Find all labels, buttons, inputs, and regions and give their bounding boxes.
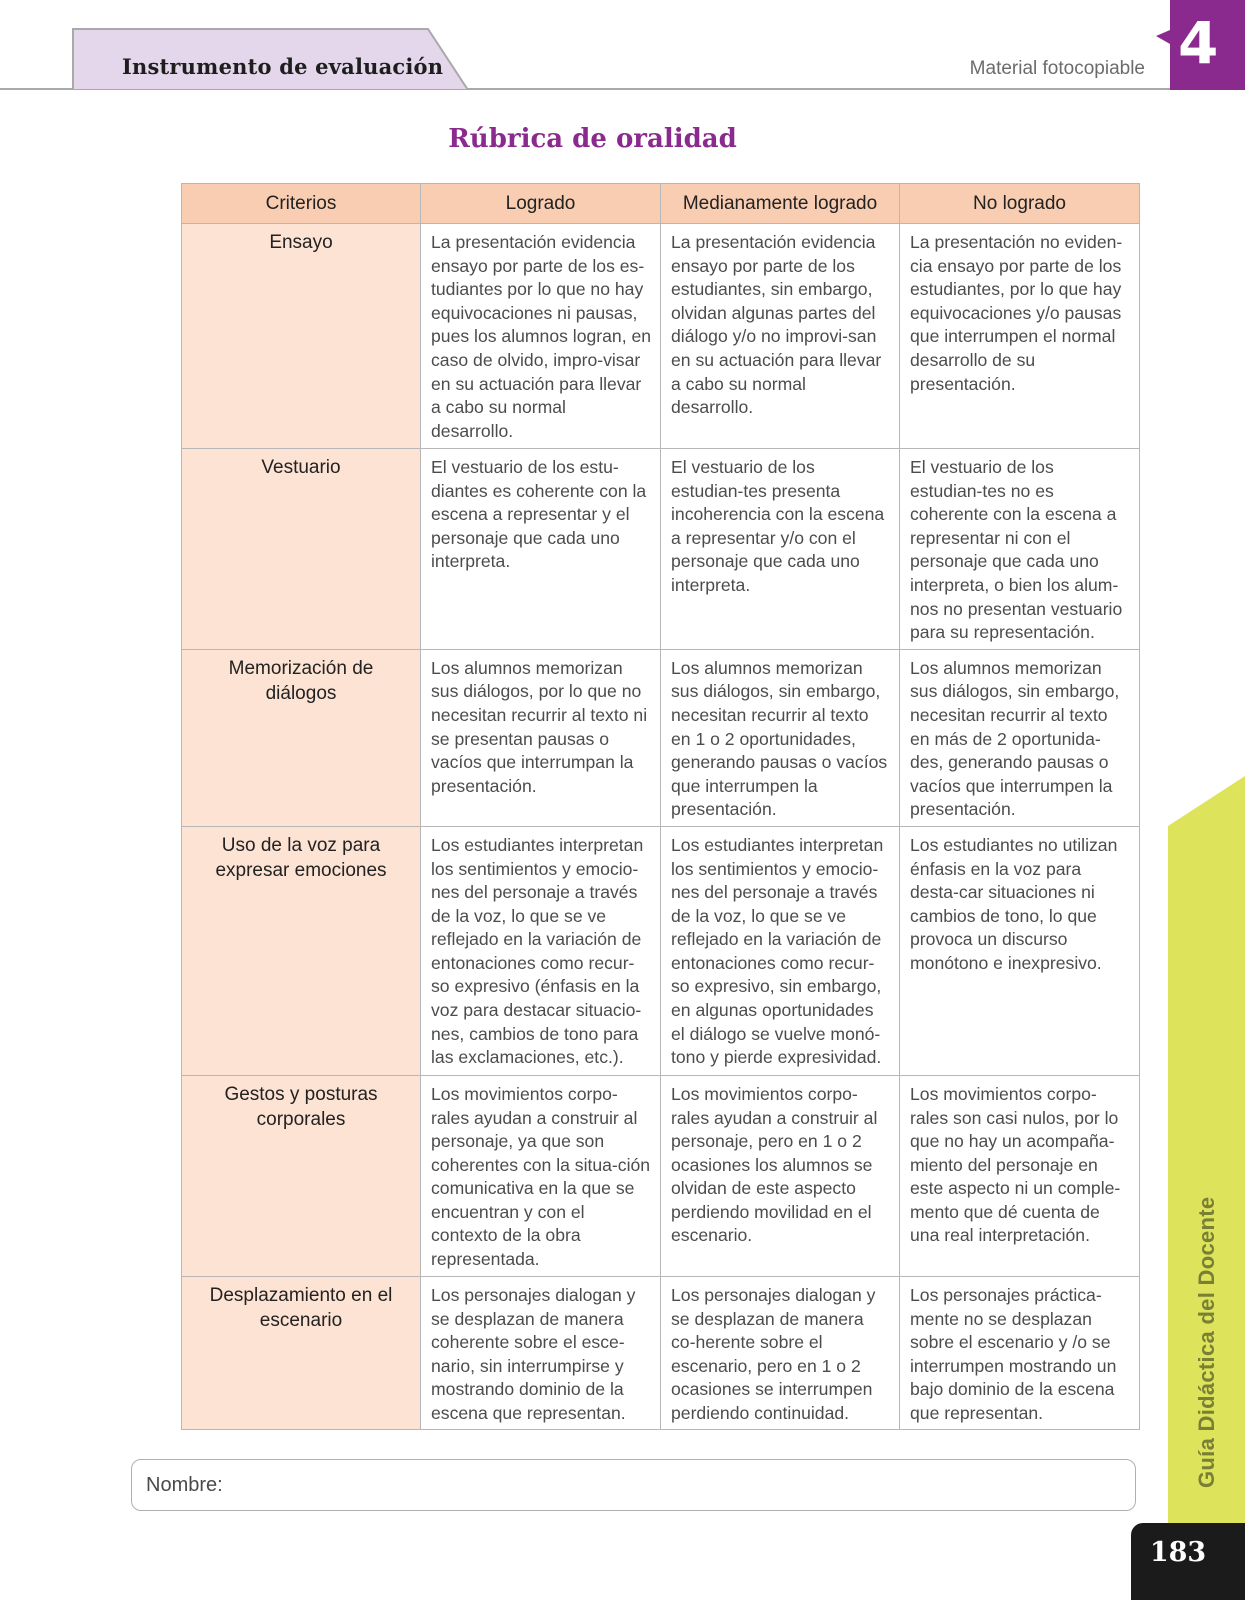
header-medianamente-logrado: Medianamente logrado — [661, 184, 900, 224]
name-label: Nombre: — [146, 1474, 223, 1496]
logrado-cell: Los estudiantes interpretan los sentimientos y emocio-nes del personaje a través de la voz, lo que se ve reflejado en la variación de entonaciones como recur-so expresivo (énfasis en la voz para destacar situacio-nes, cambios de tono para las exclamaciones, etc.). — [421, 826, 661, 1075]
table-row — [182, 1075, 1140, 1276]
photocopiable-label: Material fotocopiable — [969, 58, 1145, 79]
table-row — [182, 449, 1140, 650]
table-row — [182, 224, 1140, 449]
logrado-cell: El vestuario de los estu-diantes es coherente con la escena a representar y el personaje que cada uno interpreta. — [421, 449, 661, 650]
table-row — [182, 826, 1140, 1075]
table-row — [182, 1276, 1140, 1430]
medianamente-cell: Los personajes dialogan y se desplazan de manera co-herente sobre el escenario, pero en 1 o 2 ocasiones se interrumpen perdiendo continuidad. — [661, 1276, 900, 1430]
medianamente-cell: El vestuario de los estudian-tes presenta incoherencia con la escena a representar y/o con el personaje que cada uno interpreta. — [661, 449, 900, 650]
logrado-cell: Los movimientos corpo-rales ayudan a construir al personaje, ya que son coherentes con la situa-ción comunicativa en la que se encuentran y con el contexto de la obra representada. — [421, 1075, 661, 1276]
header-logrado: Logrado — [421, 184, 661, 224]
medianamente-cell: Los estudiantes interpretan los sentimientos y emocio-nes del personaje a través de la voz, lo que se ve reflejado en la variación de entonaciones como recur-so expresivo, sin embargo, en algunas oportunidades el diálogo se vuelve monó-tono y pierde expresividad. — [661, 826, 900, 1075]
logrado-cell: La presentación evidencia ensayo por parte de los es-tudiantes por lo que no hay equivocaciones ni pausas, pues los alumnos logran, en caso de olvido, impro-visar en su actuación para llevar a cabo su normal desarrollo. — [421, 224, 661, 449]
no-logrado-cell: Los personajes práctica-mente no se desplazan sobre el escenario y /o se interrumpen mostrando un bajo dominio de la escena que representan. — [900, 1276, 1140, 1430]
table-header-row — [182, 184, 1140, 224]
table-row — [182, 649, 1140, 826]
page-number-box — [1131, 1523, 1245, 1600]
side-label: Guía Didáctica del Docente — [1194, 1196, 1219, 1488]
page-title: Rúbrica de oralidad — [448, 124, 737, 154]
no-logrado-cell: El vestuario de los estudian-tes no es coherente con la escena a representar ni con el personaje que cada uno interpreta, o bien los alum-nos no presentan vestuario para su representación. — [900, 449, 1140, 650]
criterion-cell: Vestuario — [182, 449, 421, 650]
no-logrado-cell: Los alumnos memorizan sus diálogos, sin embargo, necesitan recurrir al texto en más de 2 oportunida-des, generando pausas o vacíos que interrumpen la presentación. — [900, 649, 1140, 826]
header-no-logrado: No logrado — [900, 184, 1140, 224]
chapter-number: 4 — [1178, 9, 1219, 77]
name-field[interactable] — [131, 1459, 1136, 1511]
no-logrado-cell: Los movimientos corpo-rales son casi nulos, por lo que no hay un acompaña-miento del personaje en este aspecto ni un comple-mento que dé cuenta de una real interpretación. — [900, 1075, 1140, 1276]
logrado-cell: Los personajes dialogan y se desplazan de manera coherente sobre el esce-nario, sin interrumpirse y mostrando dominio de la escena que representan. — [421, 1276, 661, 1430]
logrado-cell: Los alumnos memorizan sus diálogos, por lo que no necesitan recurrir al texto ni se presentan pausas o vacíos que interrumpan la presentación. — [421, 649, 661, 826]
section-title: Instrumento de evaluación — [122, 54, 444, 79]
header-tab — [72, 28, 472, 90]
no-logrado-cell: Los estudiantes no utilizan énfasis en la voz para desta-car situaciones ni cambios de tono, lo que provoca un discurso monótono e inexpresivo. — [900, 826, 1140, 1075]
criterion-cell: Desplazamiento en el escenario — [182, 1276, 421, 1430]
no-logrado-cell: La presentación no eviden-cia ensayo por parte de los estudiantes, por lo que hay equivocaciones y/o pausas que interrumpen el normal desarrollo de su presentación. — [900, 224, 1140, 449]
criterion-cell: Ensayo — [182, 224, 421, 449]
rubric-table — [181, 183, 1140, 1430]
criterion-cell: Memorización de diálogos — [182, 649, 421, 826]
medianamente-cell: Los movimientos corpo-rales ayudan a construir al personaje, pero en 1 o 2 ocasiones los alumnos se olvidan de este aspecto perdiendo movilidad en el escenario. — [661, 1075, 900, 1276]
criterion-cell: Gestos y posturas corporales — [182, 1075, 421, 1276]
medianamente-cell: Los alumnos memorizan sus diálogos, sin embargo, necesitan recurrir al texto en 1 o 2 oportunidades, generando pausas o vacíos que interrumpen la presentación. — [661, 649, 900, 826]
page-number: 183 — [1149, 1537, 1207, 1568]
medianamente-cell: La presentación evidencia ensayo por parte de los estudiantes, sin embargo, olvidan algunas partes del diálogo y/o no improvi-san en su actuación para llevar a cabo su normal desarrollo. — [661, 224, 900, 449]
header-criterios: Criterios — [182, 184, 421, 224]
criterion-cell: Uso de la voz para expresar emociones — [182, 826, 421, 1075]
